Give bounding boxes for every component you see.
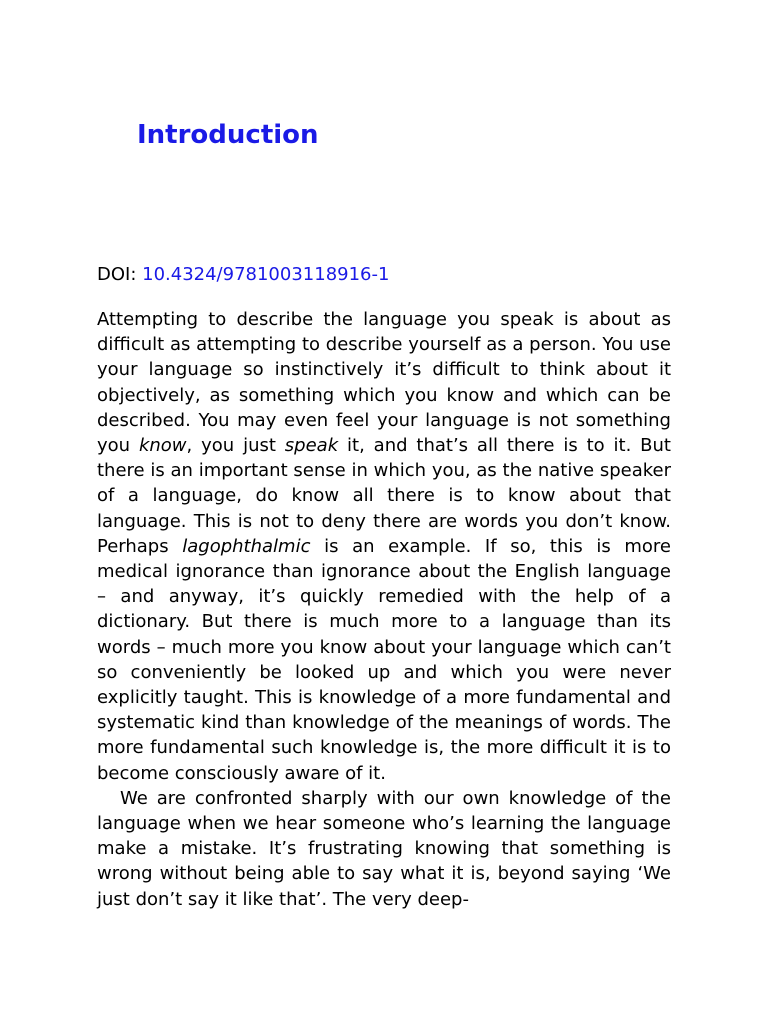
emphasis-know: know — [138, 435, 187, 457]
emphasis-lagophthalmic: lagophthalmic — [182, 535, 311, 557]
paragraph-1-text-3: it, and that’s all there is to it. But there is an important sense in which you, as the native speaker of a language, do know all there is to know about that language. This is not to deny there are words you don’t know. Perhaps — [97, 435, 671, 557]
emphasis-speak: speak — [284, 435, 339, 457]
chapter-heading: Introduction — [137, 120, 319, 150]
doi-link[interactable]: 10.4324/9781003118916-1 — [142, 264, 390, 285]
paragraph-1-text-4: is an example. If so, this is more medical ignorance than ignorance about the English language – and anyway, it’s quickly remedied with the help of a dictionary. But there is much more to a language than its words – much more you know about your language which can’t so conveniently be looked up and which you were never explicitly taught. This is knowledge of a more fundamental and systematic kind than knowledge of the meanings of words. The more fundamental such knowledge is, the more difficult it is to become consciously aware of it. — [97, 535, 671, 784]
paragraph-1-text-2: , you just — [186, 435, 285, 457]
paragraph-1 — [97, 307, 671, 786]
doi-label: DOI: — [97, 264, 143, 285]
body-text — [97, 307, 671, 912]
doi-line — [97, 262, 389, 287]
paragraph-1-text-1: Attempting to describe the language you speak is about as difficult as attempting to describe yourself as a person. You use your language so instinctively it’s difficult to think about it objectively, as something which you know and which can be described. You may even feel your language is not something you — [97, 309, 671, 457]
paragraph-2: We are confronted sharply with our own knowledge of the language when we hear someone who’s learning the language make a mistake. It’s frustrating knowing that something is wrong without being able to say what it is, beyond saying ‘We just don’t say it like that’. The very deep- — [97, 787, 671, 910]
